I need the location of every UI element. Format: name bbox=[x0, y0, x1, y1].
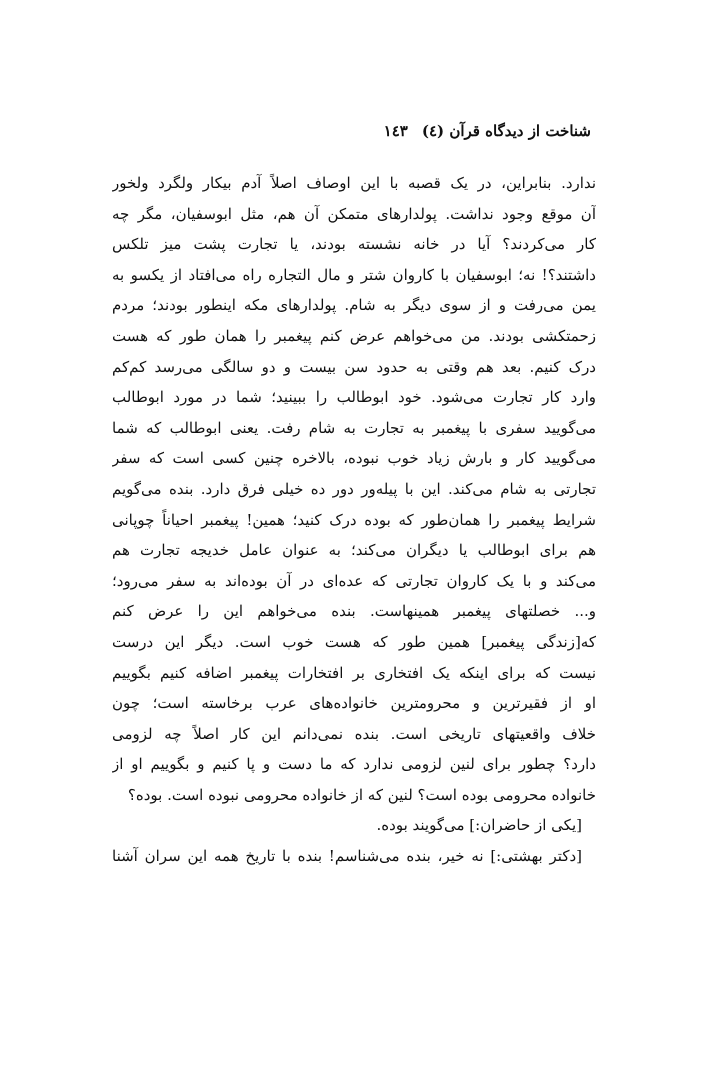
body-text bbox=[112, 168, 596, 872]
text-line: و... خصلتهای پیغمبر همینهاست. بنده می‌خواهم این را عرض کنم bbox=[112, 602, 596, 621]
text-line: می‌گویید کار و بارش زیاد خوب نبوده، بالاخره چنین کسی است که سفر bbox=[112, 449, 596, 468]
text-line: دارد؟ چطور برای لنین لزومی ندارد که ما دست و پا کنیم و بگوییم او از bbox=[112, 755, 596, 774]
text-line: تجارتی به شام می‌کند. این با پیله‌ور دور ده خیلی فرق دارد. بنده می‌گویم bbox=[112, 479, 596, 498]
text-line: وارد کار تجارت می‌شود. خود ابوطالب را ببینید؛ شما در مورد ابوطالب bbox=[112, 388, 596, 407]
text-line: یمن می‌رفت و از سوی دیگر به شام. پولدارهای مکه اینطور بودند؛ مردم bbox=[112, 296, 596, 315]
text-line: ندارد. بنابراین، در یک قصبه با این اوصاف اصلاً آدم بیکار ولگرد ولخور bbox=[112, 174, 596, 192]
text-line: که[زندگی پیغمبر] همین طور که هست خوب است. دیگر این درست bbox=[112, 632, 596, 651]
text-line: نیست که برای اینکه یک افتخاری بر افتخارات پیغمبر اضافه کنیم بگوییم bbox=[112, 663, 596, 682]
page-header bbox=[117, 118, 591, 144]
text-line: آن موقع وجود نداشت. پولدارهای متمکن آن هم، مثل ابوسفیان، مگر چه bbox=[112, 204, 596, 223]
text-line: می‌گویید سفری با پیغمبر به تجارت به شام رفت. یعنی ابوطالب که شما bbox=[112, 418, 596, 437]
text-line: کار می‌کردند؟ آیا در خانه نشسته بودند، یا تجارت پشت میز تلکس bbox=[112, 235, 596, 254]
text-line: هم برای ابوطالب یا دیگران می‌کند؛ به عنوان عامل خدیجه تجارت هم bbox=[112, 541, 596, 560]
text-line: خلاف واقعیتهای تاریخی است. بنده نمی‌دانم این کار اصلاً چه لزومی bbox=[112, 724, 596, 743]
text-line: شرایط پیغمبر را همان‌طور که بوده درک کنید؛ همین! پیغمبر احیاناً چوپانی bbox=[112, 510, 596, 529]
text-line: درک کنیم. بعد هم وقتی به حدود سن بیست و دو سالگی می‌رسد کم‌کم bbox=[112, 357, 596, 376]
reply-line: [دکتر بهشتی:] نه خیر، بنده می‌شناسم! بنده با تاریخ همه این سران آشنا bbox=[112, 847, 582, 866]
page-number: ١٤٣ bbox=[383, 122, 408, 140]
text-line: او از فقیرترین و محرومترین خانواده‌های عرب برخاسته است؛ چون bbox=[112, 694, 596, 713]
text-line: می‌کند و با یک کاروان تجارتی که عده‌ای در آن بوده‌اند به سفر می‌رود؛ bbox=[112, 571, 596, 590]
text-line: خانواده محرومی بوده است؟ لنین که از خانواده محرومی نبوده است. بوده؟ bbox=[127, 785, 596, 804]
text-line: زحمتکشی بودند. من می‌خواهم عرض کنم پیغمبر را همان طور که هست bbox=[112, 326, 596, 345]
interjection-line: [یکی از حاضران:] می‌گویند بوده. bbox=[376, 816, 582, 835]
running-title: شناخت از دیدگاه قرآن (٤) bbox=[421, 122, 591, 140]
text-line: داشتند؟! نه؛ ابوسفیان با کاروان شتر و مال التجاره راه می‌افتاد از یکسو به bbox=[112, 265, 596, 284]
